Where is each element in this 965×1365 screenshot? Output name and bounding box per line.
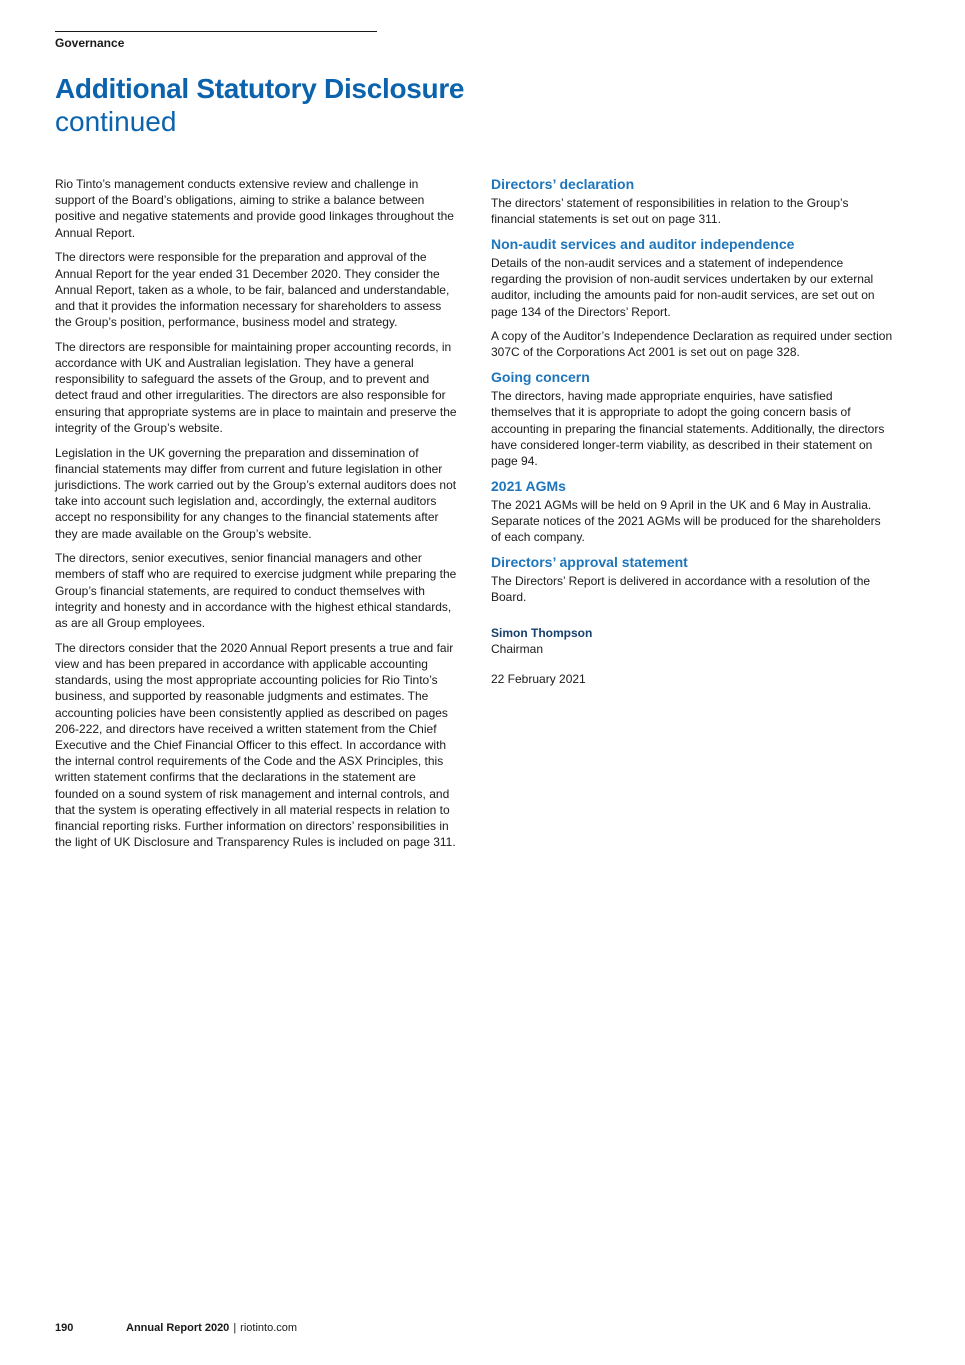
section-agms: [491, 478, 893, 546]
signatory-name: Simon Thompson: [491, 626, 593, 641]
paragraph: Rio Tinto’s management conducts extensive review and challenge in support of the Board’s obligations, aiming to strike a balance between positive and negative statements and provide good linkages throughout the Annual Report.: [55, 177, 454, 240]
paragraph: The directors, senior executives, senior financial managers and other members of staff who are required to exercise judgment while preparing the Group’s financial statements, are required to conduct themselves with integrity and honesty and in accordance with the highest ethical standards, as are all Group employees.: [55, 551, 457, 631]
signatory-role: Chairman: [491, 642, 544, 657]
section-heading: 2021 AGMs: [491, 477, 566, 494]
paragraph: The 2021 AGMs will be held on 9 April in the UK and 6 May in Australia. Separate notices of the 2021 AGMs will be produced for the shareholders of each company.: [491, 497, 881, 545]
page-number: 190: [55, 1322, 74, 1334]
signature-block: [491, 625, 893, 687]
page-subtitle: continued: [55, 106, 177, 137]
paragraph: Legislation in the UK governing the preparation and dissemination of financial statements may differ from current and future legislation in other jurisdictions. The work carried out by the Group’s external auditors does not take into account such legislation and, accordingly, the external auditors accept no responsibility for any changes to the financial statements after they are made available on the Group’s website.: [55, 445, 457, 541]
report-name: Annual Report 2020: [126, 1322, 230, 1334]
paragraph: Details of the non-audit services and a statement of independence regarding the provision of non-audit services undertaken by our external auditor, including the amounts paid for non-audit services, are set out on page 134 of the Directors’ Report.: [491, 255, 875, 319]
section-non-audit-services: [491, 236, 893, 361]
paragraph: The directors consider that the 2020 Annual Report presents a true and fair view and has been prepared in accordance with applicable accounting standards, using the most appropriate accounting policies for Rio Tinto’s business, and supported by reasonable judgments and estimates. The accounting policies have been consistently applied as described on pages 206-222, and directors have received a written statement from the Chief Executive and the Chief Financial Officer to this effect. In accordance with the internal control requirements of the Code and the ASX Principles, this written statement confirms that the declarations in the statement are founded on a sound system of risk management and internal controls, and that the system is operating effectively in all material respects in relation to financial reporting risks. Further information on directors’ responsibilities in the light of UK Disclosure and Transparency Rules is included on page 311.: [55, 640, 456, 850]
footer-separator: |: [233, 1322, 237, 1334]
paragraph: The directors were responsible for the preparation and approval of the Annual Report for the year ended 31 December 2020. They consider the Annual Report, taken as a whole, to be fair, balanced and understandable, and that it provides the information necessary for shareholders to assess the Group’s position, performance, business model and strategy.: [55, 250, 450, 330]
section-directors-declaration: [491, 176, 893, 227]
paragraph: The directors’ statement of responsibilities in relation to the Group’s financial statements is set out on page 311.: [491, 196, 849, 227]
section-heading: Directors’ declaration: [491, 176, 635, 192]
paragraph: A copy of the Auditor’s Independence Declaration as required under section 307C of the Corporations Act 2001 is set out on page 328.: [491, 329, 893, 360]
right-column: [491, 176, 893, 687]
section-approval-statement: [491, 554, 893, 605]
paragraph: The Directors’ Report is delivered in accordance with a resolution of the Board.: [491, 573, 871, 604]
signature-date: 22 February 2021: [491, 672, 586, 687]
section-heading: Directors’ approval statement: [491, 553, 688, 570]
section-going-concern: [491, 369, 893, 469]
header-rule: [55, 31, 377, 32]
left-column: [55, 176, 457, 859]
page-footer: [55, 1322, 297, 1334]
section-label: Governance: [55, 36, 125, 50]
title-block: [55, 72, 464, 138]
section-heading: Non-audit services and auditor independence: [491, 235, 795, 252]
page-title: Additional Statutory Disclosure: [55, 73, 465, 104]
website-link[interactable]: riotinto.com: [240, 1322, 298, 1334]
paragraph: The directors, having made appropriate enquiries, have satisfied themselves that it is appropriate to adopt the going concern basis of accounting in preparing the financial statements. Additionally, the directors have considered longer-term viability, as described in their statement on page 94.: [491, 389, 885, 468]
section-heading: Going concern: [491, 369, 590, 386]
paragraph: The directors are responsible for maintaining proper accounting records, in accordance with UK and Australian legislation. They have a general responsibility to safeguard the assets of the Group, and to prevent and detect fraud and other irregularities. The directors are also responsible for ensuring that appropriate systems are in place to maintain and preserve the integrity of the Group’s website.: [55, 339, 457, 435]
